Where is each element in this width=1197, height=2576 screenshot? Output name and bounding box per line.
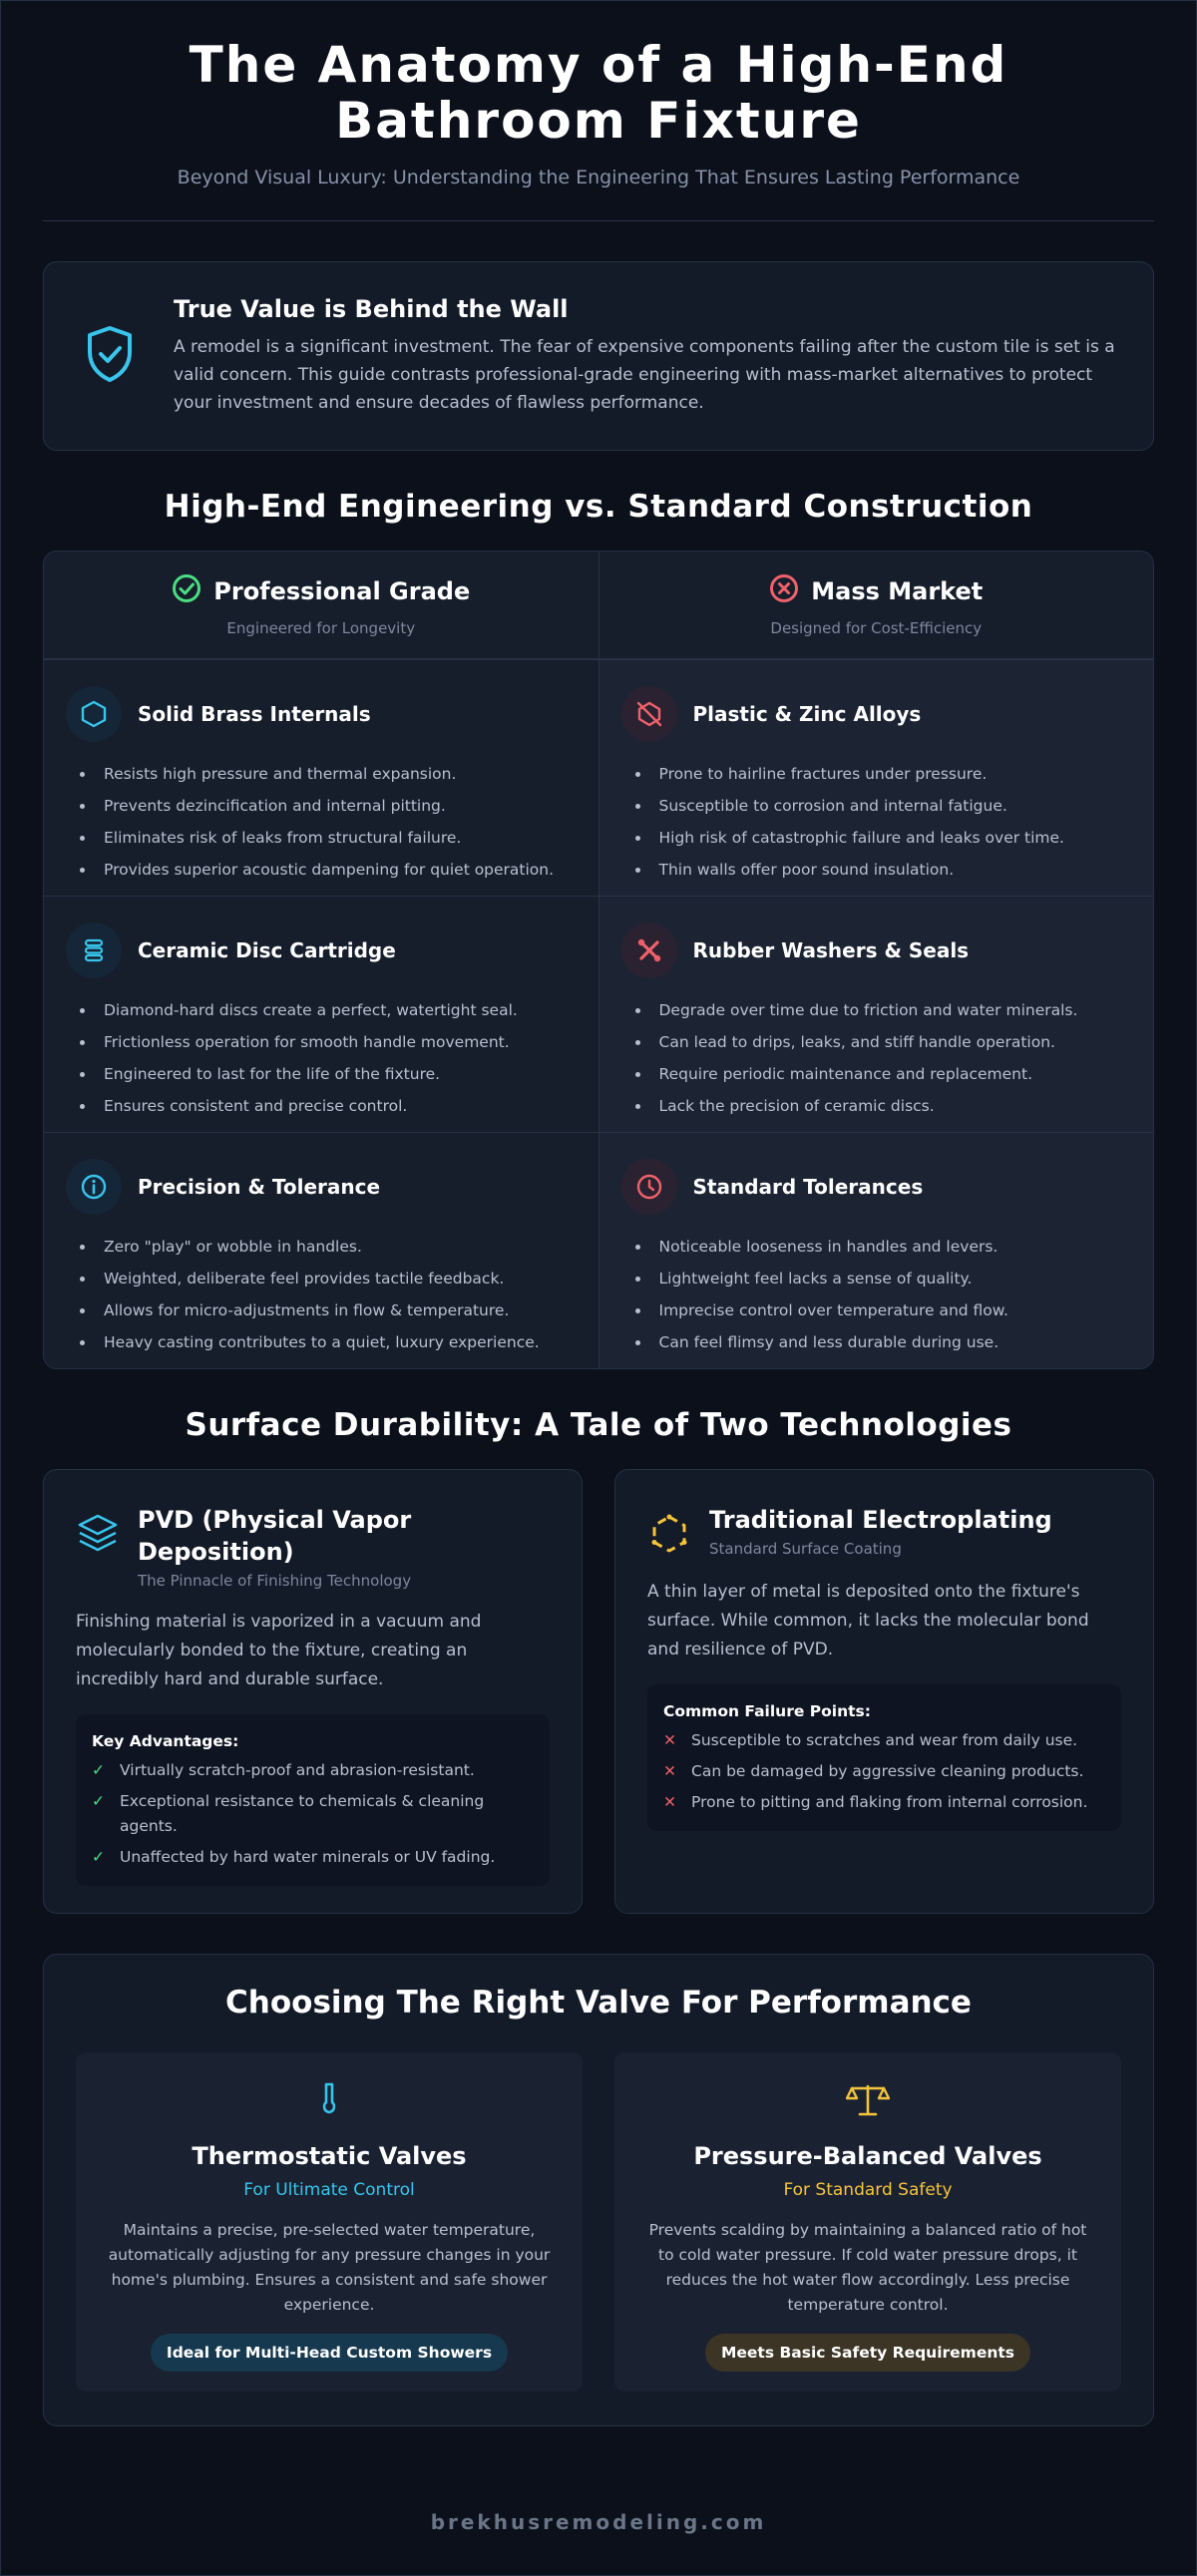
feature-name: Rubber Washers & Seals: [692, 938, 970, 962]
list-item: Imprecise control over temperature and flow.: [635, 1294, 1130, 1326]
electroplating-description: A thin layer of metal is deposited onto the fixture's surface. While common, it lacks the molecular bond and resilience of PVD.: [647, 1582, 1089, 1659]
list-item: Require periodic maintenance and replacement.: [635, 1058, 1130, 1090]
list-item: Lack the precision of ceramic discs.: [635, 1090, 1130, 1122]
mass-column-header: [598, 552, 1154, 658]
comparison-table: [43, 551, 1154, 1369]
mass-cell: [598, 660, 1154, 896]
list-item: Prevents dezincification and internal pitting.: [80, 790, 575, 822]
feature-name: Ceramic Disc Cartridge: [138, 938, 396, 962]
pressure-balanced-description: Prevents scalding by maintaining a balanced ratio of hot to cold water pressure. If cold water pressure drops, it reduces the hot water flow accordingly. Less precise temperature control.: [648, 2221, 1087, 2314]
intro-text: A remodel is a significant investment. The fear of expensive components failing after the custom tile is set is a valid concern. This guide contrasts professional-grade engineering with mass-market alternatives to protect your investment and ensure decades of flawless performance.: [174, 337, 1115, 413]
intro-title: True Value is Behind the Wall: [174, 295, 569, 323]
feature-name: Standard Tolerances: [692, 1175, 924, 1199]
x-circle-icon: [769, 573, 799, 609]
info-icon: [66, 1159, 122, 1215]
list-item: Prone to hairline fractures under pressure.: [635, 758, 1130, 790]
feature-list: [621, 1231, 1130, 1358]
mass-subtitle: Designed for Cost-Efficiency: [770, 619, 983, 637]
x-icon: ✕: [663, 1731, 676, 1749]
list-item: Frictionless operation for smooth handle movement.: [80, 1026, 575, 1058]
thermostatic-card: [76, 2052, 583, 2392]
thermometer-icon: [104, 2080, 555, 2120]
valves-title: Choosing The Right Valve For Performance: [225, 1985, 972, 2021]
professional-subtitle: Engineered for Longevity: [226, 619, 416, 637]
surface-section: [43, 1469, 1154, 1914]
professional-title: Professional Grade: [213, 577, 471, 605]
page-title: The Anatomy of a High-End Bathroom Fixture: [189, 36, 1008, 150]
mass-cell: [598, 1133, 1154, 1368]
footer-website: brekhusremodeling.com: [430, 2510, 767, 2534]
list-item: Eliminates risk of leaks from structural failure.: [80, 822, 575, 854]
disc-stack-icon: [66, 922, 122, 978]
thermostatic-name: Thermostatic Valves: [192, 2142, 467, 2170]
list-item: Lightweight feel lacks a sense of quality.: [635, 1263, 1130, 1294]
check-icon: ✓: [92, 1761, 105, 1779]
balance-scale-icon: [642, 2080, 1093, 2120]
comparison-row: [44, 659, 1153, 896]
electroplating-card: [614, 1469, 1154, 1914]
clock-icon: [621, 1159, 677, 1215]
list-item: [663, 1728, 1105, 1753]
feature-list: [621, 758, 1130, 886]
list-item: Zero "play" or wobble in handles.: [80, 1231, 575, 1263]
check-icon: ✓: [92, 1848, 105, 1866]
list-item: Ensures consistent and precise control.: [80, 1090, 575, 1122]
feature-name: Plastic & Zinc Alloys: [692, 702, 922, 726]
thermostatic-description: Maintains a precise, pre-selected water temperature, automatically adjusting for any pressure changes in your home's plumbing. Ensures a consistent and safe shower experience.: [108, 2221, 551, 2314]
feature-list: [66, 1231, 575, 1358]
professional-column-header: [44, 552, 598, 658]
list-item: High risk of catastrophic failure and leaks over time.: [635, 822, 1130, 854]
electroplating-tag: Standard Surface Coating: [709, 1540, 902, 1558]
x-icon: ✕: [663, 1793, 676, 1811]
list-item: Can feel flimsy and less durable during use.: [635, 1326, 1130, 1358]
valves-section: [43, 1954, 1154, 2426]
list-item: Allows for micro-adjustments in flow & temperature.: [80, 1294, 575, 1326]
layers-icon: [76, 1504, 122, 1558]
thermostatic-tag: For Ultimate Control: [243, 2180, 415, 2200]
list-item: Diamond-hard discs create a perfect, watertight seal.: [80, 994, 575, 1026]
comparison-title: High-End Engineering vs. Standard Construction: [164, 489, 1033, 525]
list-item: Thin walls offer poor sound insulation.: [635, 854, 1130, 886]
list-item: Noticeable looseness in handles and levers.: [635, 1231, 1130, 1263]
advantage-text: Unaffected by hard water minerals or UV fading.: [120, 1848, 496, 1866]
comparison-row: [44, 896, 1153, 1132]
thermostatic-badge: Ideal for Multi-Head Custom Showers: [151, 2334, 508, 2372]
mass-cell: [598, 897, 1154, 1132]
advantage-text: Virtually scratch-proof and abrasion-resistant.: [120, 1761, 475, 1779]
pro-cell: [44, 660, 598, 896]
pvd-tag: The Pinnacle of Finishing Technology: [138, 1572, 412, 1590]
list-item: [663, 1759, 1105, 1784]
electroplating-failures: [647, 1684, 1121, 1831]
list-item: Provides superior acoustic dampening for quiet operation.: [80, 854, 575, 886]
list-item: Degrade over time due to friction and water minerals.: [635, 994, 1130, 1026]
pressure-balanced-name: Pressure-Balanced Valves: [693, 2142, 1042, 2170]
divider: [43, 220, 1154, 221]
list-item: Can lead to drips, leaks, and stiff handle operation.: [635, 1026, 1130, 1058]
pvd-card: [43, 1469, 583, 1914]
feature-list: [621, 994, 1130, 1122]
list-item: [92, 1789, 534, 1839]
failures-title: Common Failure Points:: [663, 1702, 871, 1720]
broken-hexagon-icon: [621, 686, 677, 742]
failure-text: Susceptible to scratches and wear from daily use.: [691, 1731, 1078, 1749]
list-item: Resists high pressure and thermal expansion.: [80, 758, 575, 790]
list-item: [92, 1845, 534, 1870]
pressure-balanced-tag: For Standard Safety: [783, 2180, 953, 2200]
electroplating-name: Traditional Electroplating: [709, 1506, 1052, 1534]
hexagon-icon: [66, 686, 122, 742]
comparison-row: [44, 1132, 1153, 1368]
check-circle-icon: [172, 573, 201, 609]
hero: [43, 1, 1154, 221]
list-item: Engineered to last for the life of the fixture.: [80, 1058, 575, 1090]
failure-text: Prone to pitting and flaking from internal corrosion.: [691, 1793, 1088, 1811]
mass-title: Mass Market: [811, 577, 984, 605]
page-subtitle: Beyond Visual Luxury: Understanding the Engineering That Ensures Lasting Performance: [177, 167, 1020, 188]
shield-check-icon: [84, 324, 140, 388]
list-item: Susceptible to corrosion and internal fatigue.: [635, 790, 1130, 822]
list-item: [663, 1790, 1105, 1815]
check-icon: ✓: [92, 1792, 105, 1810]
feature-name: Precision & Tolerance: [138, 1175, 381, 1199]
pressure-balanced-card: [614, 2052, 1121, 2392]
pvd-description: Finishing material is vaporized in a vacuum and molecularly bonded to the fixture, creating an incredibly hard and durable surface.: [76, 1612, 482, 1689]
intro-card: [43, 261, 1154, 451]
cross-icon: [621, 922, 677, 978]
pressure-balanced-badge: Meets Basic Safety Requirements: [705, 2334, 1030, 2372]
pro-cell: [44, 897, 598, 1132]
feature-list: [66, 994, 575, 1122]
comparison-header: [44, 552, 1153, 659]
surface-title: Surface Durability: A Tale of Two Technologies: [185, 1407, 1012, 1443]
failure-text: Can be damaged by aggressive cleaning products.: [691, 1762, 1084, 1780]
advantages-title: Key Advantages:: [92, 1732, 239, 1750]
x-icon: ✕: [663, 1762, 676, 1780]
list-item: [92, 1758, 534, 1783]
pro-cell: [44, 1133, 598, 1368]
pvd-advantages: [76, 1714, 550, 1886]
advantage-text: Exceptional resistance to chemicals & cleaning agents.: [120, 1792, 485, 1835]
feature-name: Solid Brass Internals: [138, 702, 371, 726]
feature-list: [66, 758, 575, 886]
list-item: Weighted, deliberate feel provides tactile feedback.: [80, 1263, 575, 1294]
hexagon-dashed-icon: [647, 1504, 693, 1560]
pvd-name: PVD (Physical Vapor Deposition): [138, 1506, 412, 1566]
list-item: Heavy casting contributes to a quiet, luxury experience.: [80, 1326, 575, 1358]
